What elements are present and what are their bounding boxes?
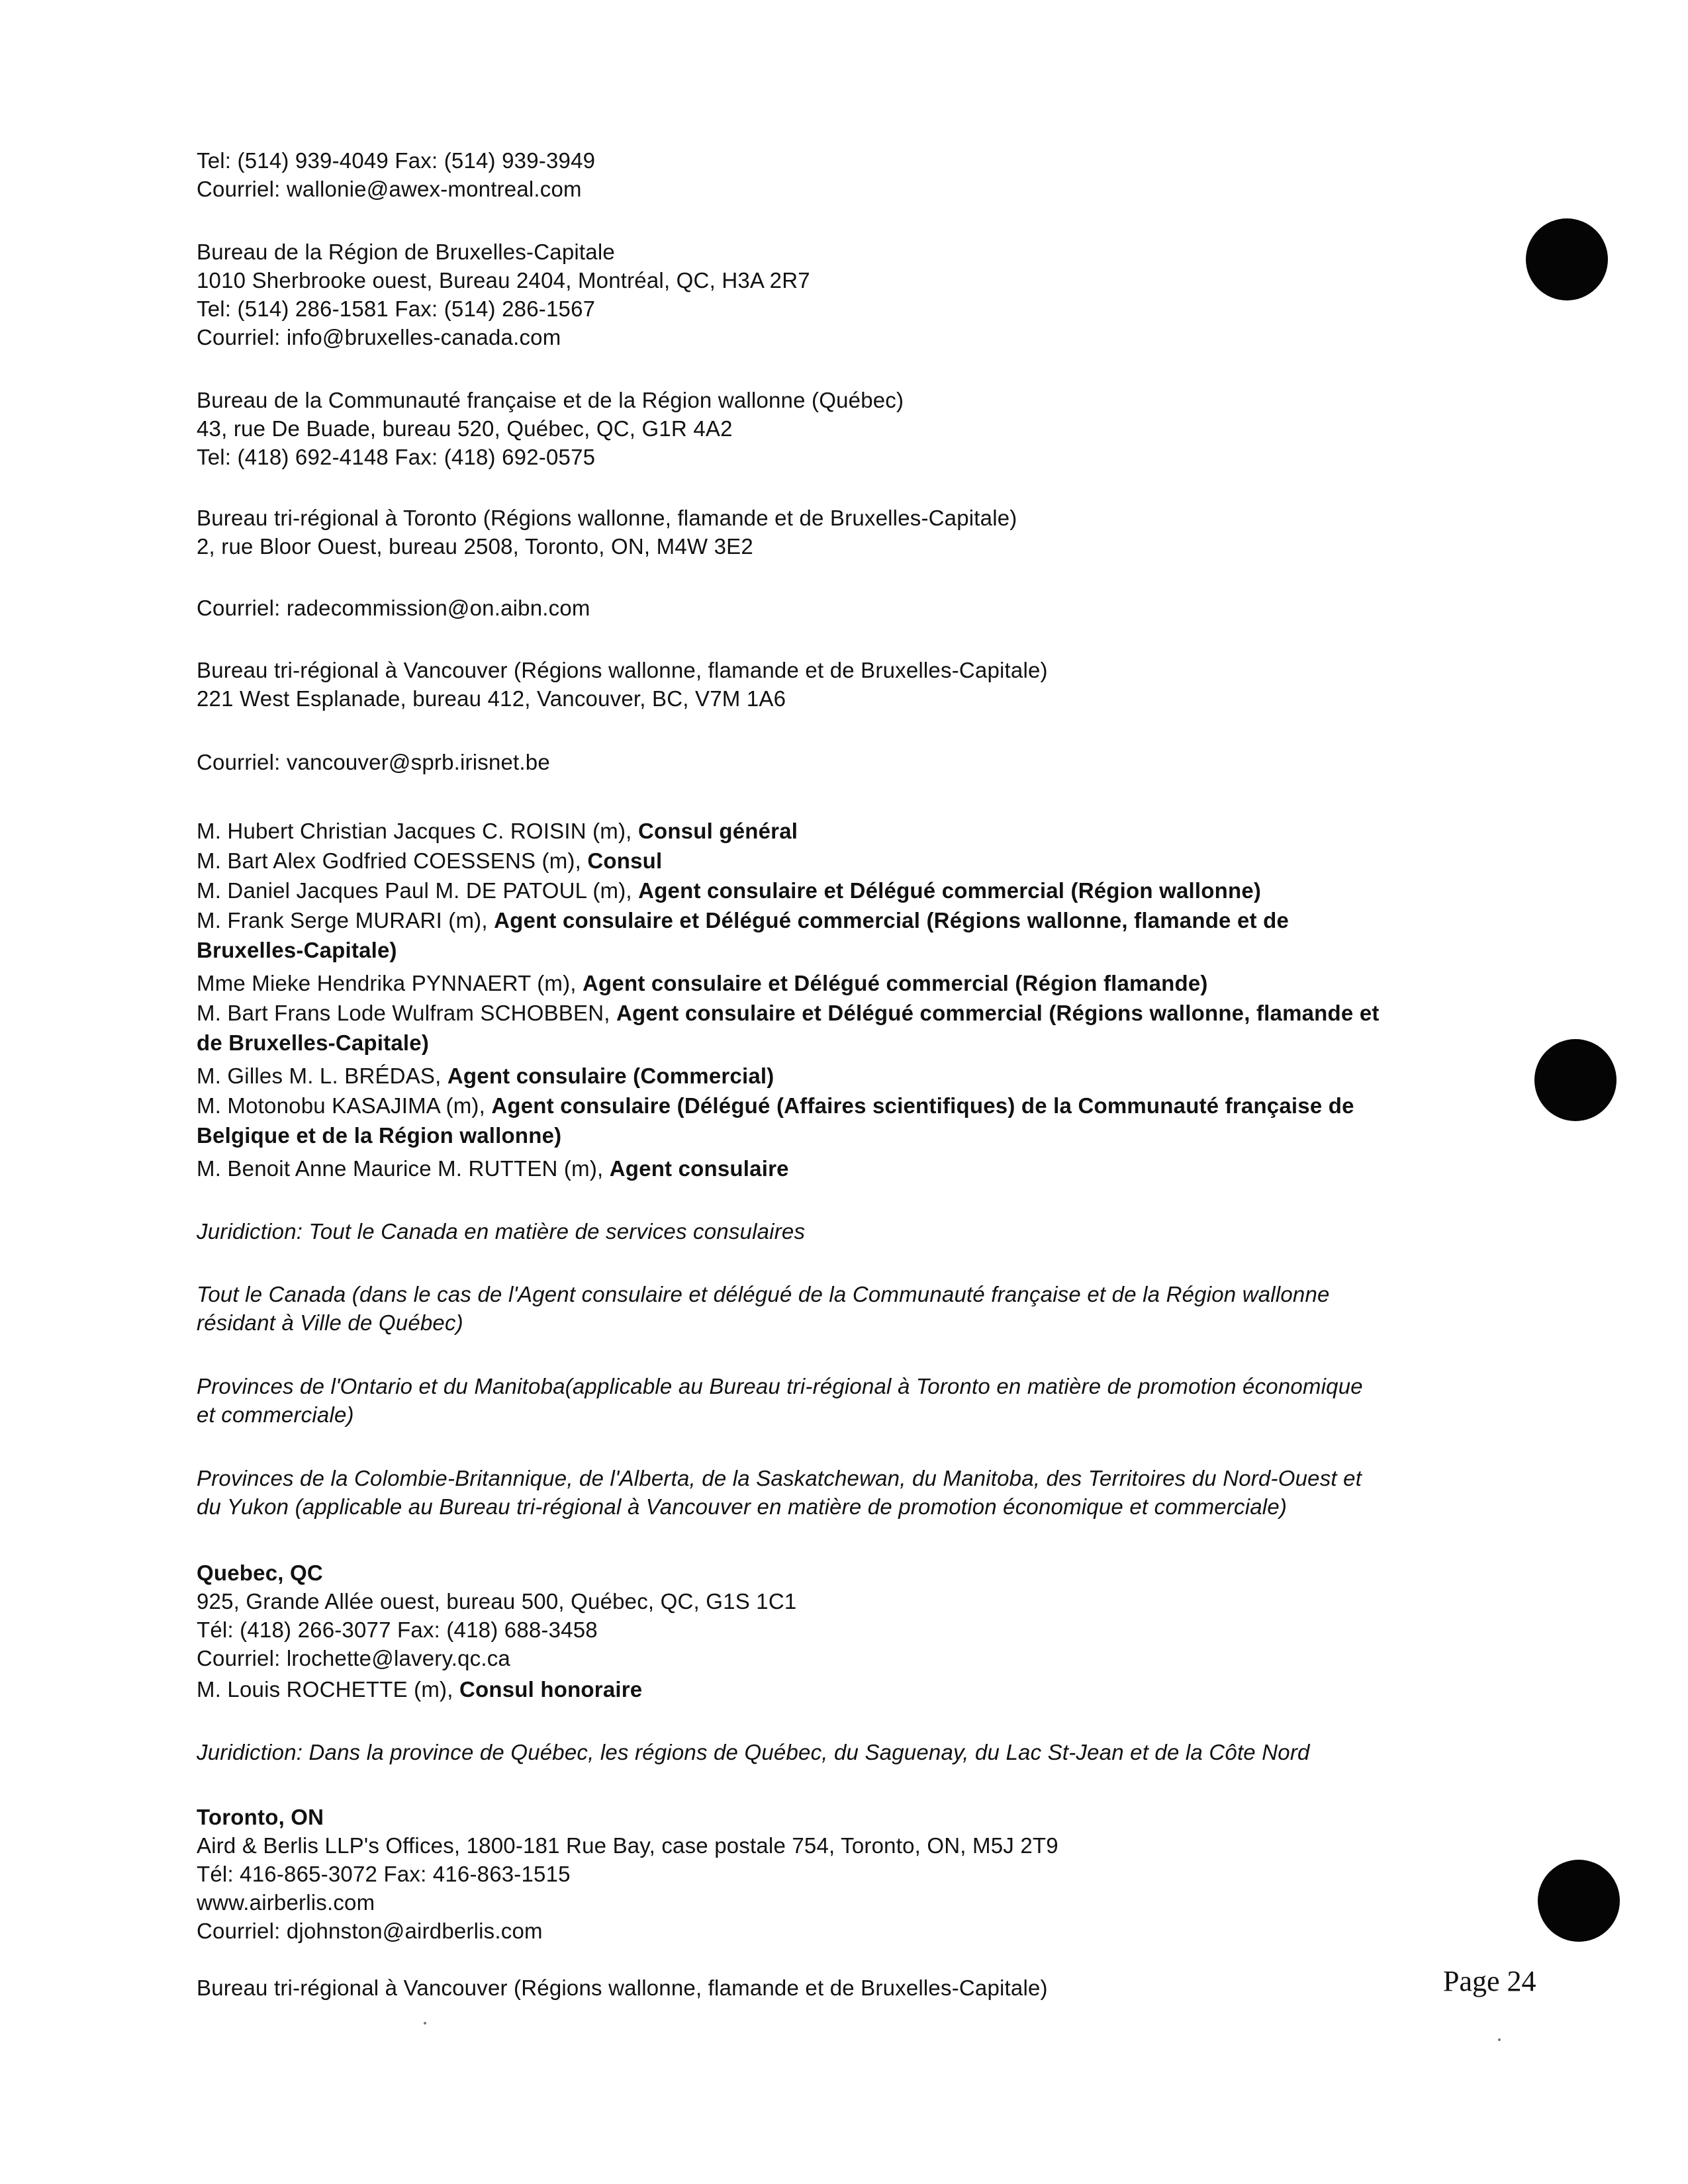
text-line: Tél: 416-865-3072 Fax: 416-863-1515 — [197, 1862, 571, 1886]
official-name: M. Bart Frans Lode Wulfram SCHOBBEN, — [197, 1001, 616, 1025]
official-line — [197, 1156, 789, 1182]
text-line: Tel: (514) 939-4049 Fax: (514) 939-3949 — [197, 148, 596, 173]
official-line — [197, 907, 1289, 934]
official-title: Agent consulaire (Délégué (Affaires scientifiques) de la Communauté française de — [491, 1093, 1354, 1118]
jurisdiction-text: et commerciale) — [197, 1402, 354, 1427]
text-line: Courriel: radecommission@on.aibn.com — [197, 596, 590, 620]
official-line — [197, 970, 1208, 997]
scan-speck — [424, 2022, 426, 2025]
text-line: 1010 Sherbrooke ouest, Bureau 2404, Montréal, QC, H3A 2R7 — [197, 268, 810, 293]
punch-hole-bottom — [1538, 1860, 1620, 1942]
official-name: M. Daniel Jacques Paul M. DE PATOUL (m), — [197, 878, 639, 903]
official-title: Consul général — [637, 819, 798, 843]
text-line: Bureau tri-régional à Toronto (Régions wallonne, flamande et de Bruxelles-Capitale) — [197, 506, 1017, 530]
official-line — [197, 1000, 1380, 1026]
jurisdiction-text: Provinces de l'Ontario et du Manitoba(applicable au Bureau tri-régional à Toronto en matière de promotion économique — [197, 1374, 1363, 1398]
official-name: M. Louis ROCHETTE (m), — [197, 1677, 459, 1702]
text-line: www.airberlis.com — [197, 1890, 375, 1915]
official-name: M. Hubert Christian Jacques C. ROISIN (m), — [197, 819, 638, 843]
official-title: Agent consulaire et Délégué commercial (Région wallonne) — [638, 878, 1262, 903]
official-title: Agent consulaire et Délégué commercial (Régions wallonne, flamande et — [616, 1001, 1380, 1025]
jurisdiction-text: Juridiction: Tout le Canada en matière de services consulaires — [197, 1219, 806, 1244]
official-line — [197, 1063, 774, 1089]
official-title-continued: de Bruxelles-Capitale) — [197, 1030, 430, 1055]
official-name: Mme Mieke Hendrika PYNNAERT (m), — [197, 971, 583, 995]
text-line: Courriel: vancouver@sprb.irisnet.be — [197, 750, 550, 774]
official-title: Agent consulaire — [609, 1156, 789, 1181]
text-line: Tel: (514) 286-1581 Fax: (514) 286-1567 — [197, 296, 596, 321]
jurisdiction-text: Provinces de la Colombie-Britannique, de l'Alberta, de la Saskatchewan, du Manitoba, des Territoires du Nord-Ouest et — [197, 1466, 1362, 1490]
official-line — [197, 1093, 1354, 1119]
text-line: Courriel: wallonie@awex-montreal.com — [197, 177, 582, 201]
text-line: Tel: (418) 692-4148 Fax: (418) 692-0575 — [197, 445, 596, 469]
text-line: Courriel: djohnston@airdberlis.com — [197, 1919, 543, 1943]
page-number: Page 24 — [1443, 1965, 1536, 1997]
official-name: M. Gilles M. L. BRÉDAS, — [197, 1064, 447, 1088]
punch-hole-middle — [1534, 1039, 1617, 1121]
text-line: Bureau de la Région de Bruxelles-Capitale — [197, 240, 615, 264]
official-title: Consul honoraire — [459, 1677, 643, 1702]
section-heading-quebec: Quebec, QC — [197, 1561, 323, 1585]
official-name: M. Benoit Anne Maurice M. RUTTEN (m), — [197, 1156, 610, 1181]
text-line: 221 West Esplanade, bureau 412, Vancouver, BC, V7M 1A6 — [197, 686, 786, 711]
official-title-continued: Bruxelles-Capitale) — [197, 938, 397, 962]
punch-hole-top — [1526, 218, 1608, 300]
text-line: Bureau tri-régional à Vancouver (Régions wallonne, flamande et de Bruxelles-Capitale) — [197, 1976, 1048, 2000]
official-line — [197, 818, 798, 844]
text-line: 2, rue Bloor Ouest, bureau 2508, Toronto, ON, M4W 3E2 — [197, 534, 753, 559]
official-title: Agent consulaire et Délégué commercial (Régions wallonne, flamande et de — [494, 908, 1289, 933]
jurisdiction-text: Juridiction: Dans la province de Québec, les régions de Québec, du Saguenay, du Lac St-Jean et de la Côte Nord — [197, 1740, 1310, 1764]
official-title: Agent consulaire (Commercial) — [447, 1064, 774, 1088]
text-line: 43, rue De Buade, bureau 520, Québec, QC, G1R 4A2 — [197, 416, 733, 441]
text-line: 925, Grande Allée ouest, bureau 500, Québec, QC, G1S 1C1 — [197, 1589, 797, 1614]
official-title-continued: Belgique et de la Région wallonne) — [197, 1123, 562, 1148]
jurisdiction-text: Tout le Canada (dans le cas de l'Agent consulaire et délégué de la Communauté française et de la Région wallonne — [197, 1282, 1330, 1306]
jurisdiction-text: résidant à Ville de Québec) — [197, 1310, 463, 1335]
official-name: M. Bart Alex Godfried COESSENS (m), — [197, 848, 588, 873]
official-title: Agent consulaire et Délégué commercial (Région flamande) — [583, 971, 1208, 995]
text-line: Bureau de la Communauté française et de la Région wallonne (Québec) — [197, 388, 904, 412]
scan-speck — [1498, 2038, 1501, 2041]
text-line: Bureau tri-régional à Vancouver (Régions wallonne, flamande et de Bruxelles-Capitale) — [197, 658, 1048, 682]
jurisdiction-text: du Yukon (applicable au Bureau tri-régional à Vancouver en matière de promotion économique et commerciale) — [197, 1494, 1288, 1519]
official-line — [197, 878, 1261, 904]
section-heading-toronto: Toronto, ON — [197, 1805, 324, 1829]
official-title: Consul — [587, 848, 663, 873]
official-line — [197, 848, 662, 874]
text-line: Courriel: lrochette@lavery.qc.ca — [197, 1646, 510, 1670]
text-line: Courriel: info@bruxelles-canada.com — [197, 325, 561, 349]
official-name: M. Frank Serge MURARI (m), — [197, 908, 494, 933]
official-line — [197, 1676, 642, 1703]
text-line: Tél: (418) 266-3077 Fax: (418) 688-3458 — [197, 1617, 598, 1642]
official-name: M. Motonobu KASAJIMA (m), — [197, 1093, 492, 1118]
text-line: Aird & Berlis LLP's Offices, 1800-181 Rue Bay, case postale 754, Toronto, ON, M5J 2T9 — [197, 1833, 1058, 1858]
